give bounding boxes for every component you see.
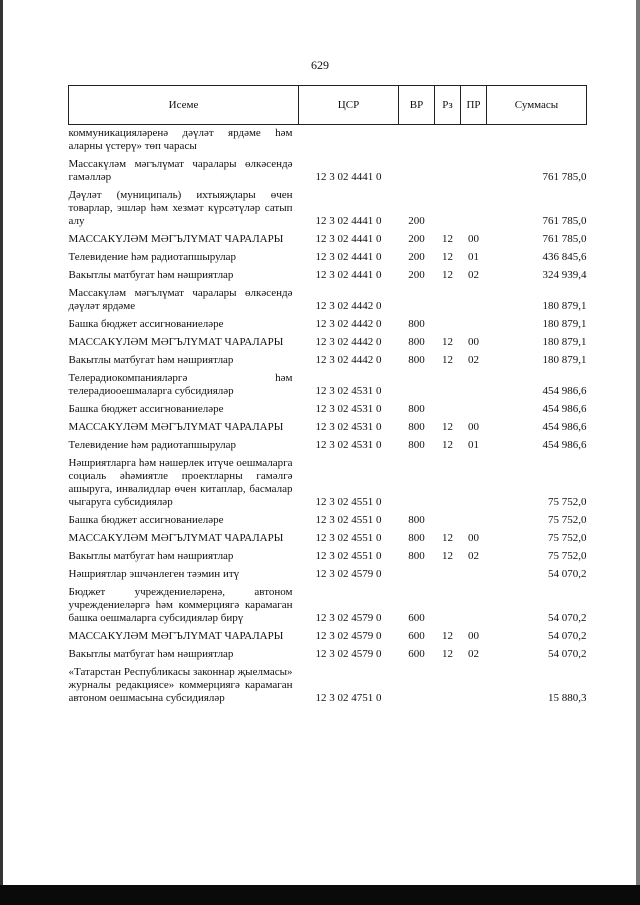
cell-vr: 800 bbox=[408, 532, 425, 544]
cell-sum: 180 879,1 bbox=[542, 318, 587, 330]
cell-vr: 600 bbox=[408, 612, 425, 624]
cell-pr bbox=[461, 370, 487, 401]
table-row bbox=[69, 548, 587, 566]
cell-vr: 800 bbox=[408, 421, 425, 433]
table-row bbox=[69, 419, 587, 437]
cell-vr: 800 bbox=[408, 439, 425, 451]
cell-name: МАССАКҮЛӘМ МӘГЪЛҮМАТ ЧАРАЛАРЫ bbox=[68, 421, 284, 433]
cell-rz bbox=[435, 664, 461, 708]
cell-vr: 800 bbox=[408, 403, 425, 415]
cell-vr: 200 bbox=[408, 269, 425, 281]
header-rz: Рз bbox=[435, 86, 461, 125]
cell-vr: 200 bbox=[408, 215, 425, 227]
cell-vr: 800 bbox=[408, 318, 425, 330]
cell-pr bbox=[461, 316, 487, 334]
cell-name: Массакүләм мәгълүмат чаралары өлкәсендә дәүләт ярдәме bbox=[68, 287, 293, 312]
cell-name: МАССАКҮЛӘМ МӘГЪЛҮМАТ ЧАРАЛАРЫ bbox=[68, 336, 284, 348]
table-row bbox=[69, 334, 587, 352]
cell-rz: 12 bbox=[442, 439, 453, 451]
cell-name: Телерадиокомпанияләргә һәм телерадиооешмаларга субсидияләр bbox=[68, 372, 293, 397]
cell-csr: 12 3 02 4551 0 bbox=[315, 496, 382, 508]
table-row bbox=[69, 628, 587, 646]
cell-pr bbox=[461, 455, 487, 512]
table-row bbox=[69, 285, 587, 316]
cell-rz: 12 bbox=[442, 630, 453, 642]
cell-csr: 12 3 02 4551 0 bbox=[315, 514, 382, 526]
cell-vr bbox=[399, 125, 435, 157]
cell-name: Вакытлы матбугат һәм нәшриятлар bbox=[68, 269, 234, 281]
cell-vr: 800 bbox=[408, 354, 425, 366]
scan-right-edge bbox=[636, 0, 640, 885]
cell-vr: 600 bbox=[408, 648, 425, 660]
cell-name: Башка бюджет ассигнованиеләре bbox=[68, 318, 224, 330]
table-row bbox=[69, 187, 587, 231]
cell-name: Нәшриятларга һәм нәшерлек итүче оешмаларга социаль әһәмиятле проектларны гамәлгә ашыруга, инвалидлар өчен китаплар, басмалар чыгаруга субсидияләр bbox=[68, 457, 293, 508]
table-row bbox=[69, 249, 587, 267]
cell-name: Массакүләм мәгълүмат чаралары өлкәсендә гамәлләр bbox=[68, 158, 293, 183]
cell-rz bbox=[435, 401, 461, 419]
cell-name: Телевидение һәм радиотапшырулар bbox=[68, 439, 237, 451]
cell-rz: 12 bbox=[442, 269, 453, 281]
cell-rz bbox=[435, 584, 461, 628]
cell-sum: 454 986,6 bbox=[542, 385, 587, 397]
cell-pr bbox=[461, 156, 487, 187]
cell-csr: 12 3 02 4579 0 bbox=[315, 568, 382, 580]
table-body bbox=[69, 125, 587, 709]
cell-name: Вакытлы матбугат һәм нәшриятлар bbox=[68, 354, 234, 366]
cell-sum: 454 986,6 bbox=[542, 421, 587, 433]
cell-rz bbox=[435, 455, 461, 512]
cell-csr bbox=[299, 125, 399, 157]
cell-pr: 00 bbox=[468, 630, 479, 642]
cell-pr: 02 bbox=[468, 550, 479, 562]
table-row bbox=[69, 231, 587, 249]
cell-sum: 324 939,4 bbox=[542, 269, 587, 281]
table-row bbox=[69, 370, 587, 401]
cell-pr: 02 bbox=[468, 269, 479, 281]
cell-pr: 01 bbox=[468, 439, 479, 451]
header-name: Исеме bbox=[69, 86, 299, 125]
table-header bbox=[69, 86, 587, 125]
cell-sum: 761 785,0 bbox=[542, 171, 587, 183]
cell-sum: 54 070,2 bbox=[548, 630, 587, 642]
cell-sum: 54 070,2 bbox=[548, 648, 587, 660]
cell-name: МАССАКҮЛӘМ МӘГЪЛҮМАТ ЧАРАЛАРЫ bbox=[68, 233, 284, 245]
cell-rz bbox=[435, 187, 461, 231]
cell-sum: 761 785,0 bbox=[542, 215, 587, 227]
cell-pr: 02 bbox=[468, 648, 479, 660]
cell-sum: 180 879,1 bbox=[542, 336, 587, 348]
cell-name: Вакытлы матбугат һәм нәшриятлар bbox=[68, 648, 234, 660]
cell-sum: 54 070,2 bbox=[548, 612, 587, 624]
cell-rz: 12 bbox=[442, 251, 453, 263]
table-row bbox=[69, 316, 587, 334]
cell-csr: 12 3 02 4579 0 bbox=[315, 612, 382, 624]
cell-sum: 436 845,6 bbox=[542, 251, 587, 263]
cell-pr: 00 bbox=[468, 233, 479, 245]
cell-csr: 12 3 02 4442 0 bbox=[315, 336, 382, 348]
cell-vr bbox=[399, 664, 435, 708]
cell-pr: 02 bbox=[468, 354, 479, 366]
header-vr: ВР bbox=[399, 86, 435, 125]
cell-csr: 12 3 02 4531 0 bbox=[315, 385, 382, 397]
cell-sum: 180 879,1 bbox=[542, 300, 587, 312]
cell-pr bbox=[461, 285, 487, 316]
cell-name: «Татарстан Республикасы законнар җыелмасы» журналы редакциясе» коммерциягә карамаган автоном оешмасына субсидияләр bbox=[68, 666, 293, 704]
cell-csr: 12 3 02 4551 0 bbox=[315, 532, 382, 544]
cell-sum: 75 752,0 bbox=[548, 550, 587, 562]
scan-left-edge bbox=[0, 0, 3, 905]
cell-rz bbox=[435, 566, 461, 584]
table-row bbox=[69, 267, 587, 285]
table-row bbox=[69, 664, 587, 708]
cell-rz: 12 bbox=[442, 421, 453, 433]
header-row bbox=[69, 86, 587, 125]
cell-name: Телевидение һәм радиотапшырулар bbox=[68, 251, 237, 263]
cell-sum: 761 785,0 bbox=[542, 233, 587, 245]
cell-vr: 800 bbox=[408, 550, 425, 562]
cell-csr: 12 3 02 4531 0 bbox=[315, 439, 382, 451]
cell-vr bbox=[399, 566, 435, 584]
table-row bbox=[69, 530, 587, 548]
cell-name: Вакытлы матбугат һәм нәшриятлар bbox=[68, 550, 234, 562]
cell-csr: 12 3 02 4442 0 bbox=[315, 300, 382, 312]
cell-csr: 12 3 02 4751 0 bbox=[315, 692, 382, 704]
cell-csr: 12 3 02 4531 0 bbox=[315, 403, 382, 415]
cell-pr bbox=[461, 125, 487, 157]
cell-csr: 12 3 02 4579 0 bbox=[315, 630, 382, 642]
cell-pr bbox=[461, 664, 487, 708]
cell-pr: 00 bbox=[468, 336, 479, 348]
cell-vr bbox=[399, 455, 435, 512]
cell-sum: 75 752,0 bbox=[548, 514, 587, 526]
cell-csr: 12 3 02 4441 0 bbox=[315, 233, 382, 245]
budget-table bbox=[68, 85, 587, 708]
cell-rz: 12 bbox=[442, 233, 453, 245]
cell-rz: 12 bbox=[442, 550, 453, 562]
cell-rz bbox=[435, 285, 461, 316]
cell-sum: 454 986,6 bbox=[542, 403, 587, 415]
cell-vr bbox=[399, 285, 435, 316]
cell-name: МАССАКҮЛӘМ МӘГЪЛҮМАТ ЧАРАЛАРЫ bbox=[68, 532, 284, 544]
cell-pr bbox=[461, 566, 487, 584]
cell-csr: 12 3 02 4442 0 bbox=[315, 354, 382, 366]
cell-rz: 12 bbox=[442, 354, 453, 366]
cell-pr bbox=[461, 512, 487, 530]
cell-name: Бюджет учреждениеләренә, автоном учреждениеләргә һәм коммерциягә карамаган башка оешмаларга субсидияләр бирү bbox=[68, 586, 293, 624]
header-csr: ЦСР bbox=[299, 86, 399, 125]
page-number: 629 bbox=[311, 58, 329, 72]
cell-csr: 12 3 02 4551 0 bbox=[315, 550, 382, 562]
cell-csr: 12 3 02 4441 0 bbox=[315, 215, 382, 227]
cell-csr: 12 3 02 4441 0 bbox=[315, 251, 382, 263]
cell-pr: 00 bbox=[468, 532, 479, 544]
cell-name: Башка бюджет ассигнованиеләре bbox=[68, 403, 224, 415]
table-row bbox=[69, 566, 587, 584]
table-row bbox=[69, 352, 587, 370]
cell-name: МАССАКҮЛӘМ МӘГЪЛҮМАТ ЧАРАЛАРЫ bbox=[68, 630, 284, 642]
cell-pr bbox=[461, 584, 487, 628]
table-row bbox=[69, 455, 587, 512]
cell-vr: 200 bbox=[408, 251, 425, 263]
cell-sum: 15 880,3 bbox=[548, 692, 587, 704]
table-row bbox=[69, 584, 587, 628]
scan-bottom-bar bbox=[0, 885, 640, 905]
cell-name: Дәүләт (муниципаль) ихтыяҗлары өчен товарлар, эшләр һәм хезмәт күрсәтүләр сатып алу bbox=[68, 189, 293, 227]
cell-name: коммуникацияләренә дәүләт ярдәме һәм аларны үстерү» төп чарасы bbox=[68, 127, 293, 152]
cell-pr bbox=[461, 187, 487, 231]
cell-sum: 75 752,0 bbox=[548, 532, 587, 544]
cell-sum: 75 752,0 bbox=[548, 496, 587, 508]
cell-rz: 12 bbox=[442, 648, 453, 660]
header-pr: ПР bbox=[461, 86, 487, 125]
cell-csr: 12 3 02 4579 0 bbox=[315, 648, 382, 660]
cell-csr: 12 3 02 4441 0 bbox=[315, 171, 382, 183]
cell-pr: 00 bbox=[468, 421, 479, 433]
cell-rz bbox=[435, 156, 461, 187]
cell-vr: 200 bbox=[408, 233, 425, 245]
cell-rz: 12 bbox=[442, 336, 453, 348]
cell-vr: 800 bbox=[408, 336, 425, 348]
table-row bbox=[69, 512, 587, 530]
cell-sum: 454 986,6 bbox=[542, 439, 587, 451]
table-row bbox=[69, 156, 587, 187]
table-row bbox=[69, 125, 587, 157]
cell-rz bbox=[435, 316, 461, 334]
table-row bbox=[69, 437, 587, 455]
cell-vr bbox=[399, 370, 435, 401]
cell-rz bbox=[435, 125, 461, 157]
cell-pr: 01 bbox=[468, 251, 479, 263]
cell-name: Башка бюджет ассигнованиеләре bbox=[68, 514, 224, 526]
cell-rz: 12 bbox=[442, 532, 453, 544]
header-sum: Суммасы bbox=[487, 86, 587, 125]
cell-vr: 600 bbox=[408, 630, 425, 642]
cell-sum bbox=[487, 125, 587, 157]
cell-name: Нәшриятлар эшчәнлеген тәэмин итү bbox=[68, 568, 240, 580]
cell-vr: 800 bbox=[408, 514, 425, 526]
cell-csr: 12 3 02 4531 0 bbox=[315, 421, 382, 433]
cell-rz bbox=[435, 370, 461, 401]
cell-csr: 12 3 02 4441 0 bbox=[315, 269, 382, 281]
table-row bbox=[69, 401, 587, 419]
cell-rz bbox=[435, 512, 461, 530]
cell-vr bbox=[399, 156, 435, 187]
cell-pr bbox=[461, 401, 487, 419]
cell-sum: 180 879,1 bbox=[542, 354, 587, 366]
cell-sum: 54 070,2 bbox=[548, 568, 587, 580]
table-row bbox=[69, 646, 587, 664]
cell-csr: 12 3 02 4442 0 bbox=[315, 318, 382, 330]
